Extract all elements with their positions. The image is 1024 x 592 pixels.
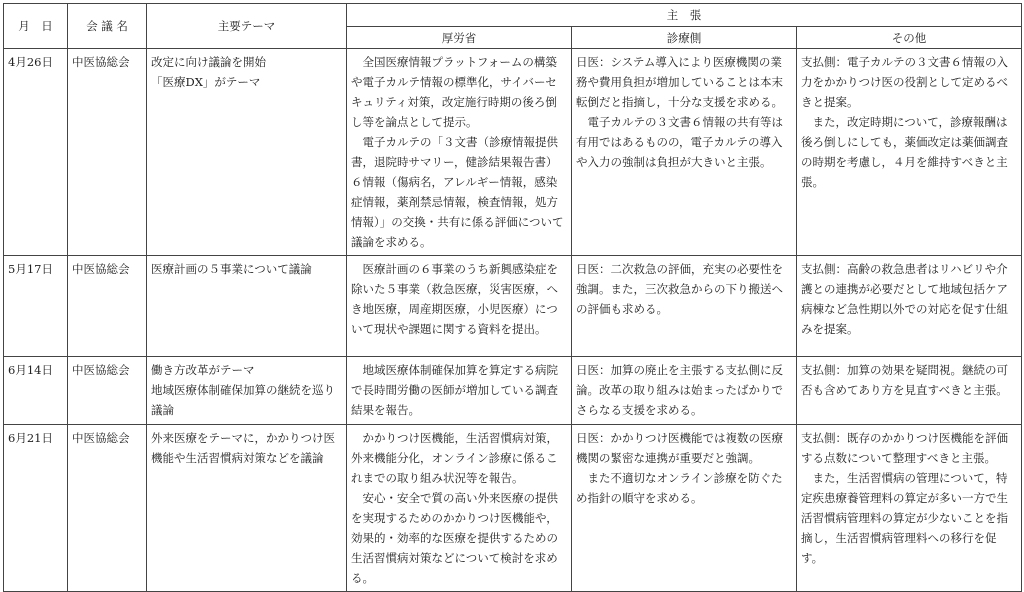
row-theme	[147, 49, 347, 256]
row-mhlw	[347, 357, 572, 425]
row-date: 6月14日	[4, 357, 68, 425]
mhlw-paragraph: 全国医療情報プラットフォームの構築や電子カルテ情報の標準化，サイバーセキュリティ対策，改定施行時期の後ろ倒し等を論点として提示。	[351, 55, 557, 129]
row-other	[797, 425, 1022, 592]
header-date: 月 日	[4, 4, 68, 49]
header-theme: 主要テーマ	[147, 4, 347, 49]
row-theme	[147, 256, 347, 357]
other-paragraph: 支払側：既存のかかりつけ医機能を評価する点数について整理すべきと主張。	[801, 431, 1008, 465]
row-other	[797, 256, 1022, 357]
other-paragraph: 支払側：加算の効果を疑問視。継続の可否も含めてあり方を見直すべきと主張。	[801, 363, 1008, 397]
theme-line: 地域医療体制確保加算の継続を巡り議論	[151, 383, 335, 417]
row-theme	[147, 425, 347, 592]
clinical-paragraph: また不適切なオンライン診療を防ぐため指針の順守を求める。	[576, 471, 783, 505]
row-theme	[147, 357, 347, 425]
row-date: 6月21日	[4, 425, 68, 592]
row-mhlw	[347, 49, 572, 256]
table-row	[4, 425, 1022, 592]
header-other: その他	[797, 27, 1022, 49]
table-row	[4, 357, 1022, 425]
row-meeting: 中医協総会	[68, 357, 147, 425]
row-mhlw	[347, 256, 572, 357]
other-paragraph: 支払側：電子カルテの３文書６情報の入力をかかりつけ医の役割として定めるべきと提案。	[801, 55, 1008, 109]
row-mhlw	[347, 425, 572, 592]
header-claims: 主 張	[347, 4, 1022, 27]
row-date: 4月26日	[4, 49, 68, 256]
row-meeting: 中医協総会	[68, 425, 147, 592]
header-mhlw: 厚労省	[347, 27, 572, 49]
mhlw-paragraph: かかりつけ医機能，生活習慣病対策，外来機能分化，オンライン診療に係るこれまでの取り組み状況等を報告。	[351, 431, 558, 485]
header-meeting: 会 議 名	[68, 4, 147, 49]
row-clinical	[572, 49, 797, 256]
row-clinical	[572, 256, 797, 357]
row-meeting: 中医協総会	[68, 256, 147, 357]
policy-discussion-table	[3, 3, 1022, 592]
clinical-paragraph: 日医：加算の廃止を主張する支払側に反論。改革の取り組みは始まったばかりでさらなる支援を求める。	[576, 363, 783, 417]
table-row	[4, 256, 1022, 357]
row-other	[797, 49, 1022, 256]
mhlw-paragraph: 安心・安全で質の高い外来医療の提供を実現するためのかかりつけ医機能や，効果的・効率的な医療を提供するための生活習慣病対策などについて検討を求める。	[351, 491, 558, 585]
mhlw-paragraph: 電子カルテの「３文書（診療情報提供書，退院時サマリー，健診結果報告書）６情報（傷病名，アレルギー情報，感染症情報，薬剤禁忌情報，検査情報，処方情報）」の交換・共有に係る評価について議論を求める。	[351, 135, 564, 249]
header-clinical: 診療側	[572, 27, 797, 49]
theme-line: 働き方改革がテーマ	[151, 363, 255, 377]
row-clinical	[572, 425, 797, 592]
clinical-paragraph: 日医：二次救急の評価，充実の必要性を強調。また，三次救急からの下り搬送への評価も求める。	[576, 262, 783, 316]
clinical-paragraph: 電子カルテの３文書６情報の共有等は有用ではあるものの，電子カルテの導入や入力の強制は負担が大きいと主張。	[576, 115, 783, 169]
clinical-paragraph: 日医：システム導入により医療機関の業務や費用負担が増加していることは本末転倒だと指摘し，十分な支援を求める。	[576, 55, 783, 109]
theme-line: 改定に向け議論を開始	[151, 55, 266, 69]
mhlw-paragraph: 地域医療体制確保加算を算定する病院で長時間労働の医師が増加している調査結果を報告。	[351, 363, 558, 417]
theme-line: 「医療DX」がテーマ	[151, 75, 261, 89]
row-meeting: 中医協総会	[68, 49, 147, 256]
other-paragraph: また，生活習慣病の管理について，特定疾患療養管理料の算定が多い一方で生活習慣病管理料の算定が少ないことを指摘し，生活習慣病管理料への移行を促す。	[801, 471, 1008, 565]
other-paragraph: また，改定時期について，診療報酬は後ろ倒しにしても，薬価改定は薬価調査の時期を考慮し，４月を維持すべきと主張。	[801, 115, 1008, 189]
row-clinical	[572, 357, 797, 425]
row-date: 5月17日	[4, 256, 68, 357]
theme-line: 外来医療をテーマに，かかりつけ医機能や生活習慣病対策などを議論	[151, 431, 335, 465]
table-row	[4, 49, 1022, 256]
other-paragraph: 支払側：高齢の救急患者はリハビリや介護との連携が必要だとして地域包括ケア病棟など急性期以外での対応を促す仕組みを提案。	[801, 262, 1008, 336]
clinical-paragraph: 日医：かかりつけ医機能では複数の医療機関の緊密な連携が重要だと強調。	[576, 431, 783, 465]
theme-line: 医療計画の５事業について議論	[151, 262, 312, 276]
mhlw-paragraph: 医療計画の６事業のうち新興感染症を除いた５事業（救急医療，災害医療，へき地医療，周産期医療，小児医療）について現状や課題に関する資料を提出。	[351, 262, 558, 336]
row-other	[797, 357, 1022, 425]
